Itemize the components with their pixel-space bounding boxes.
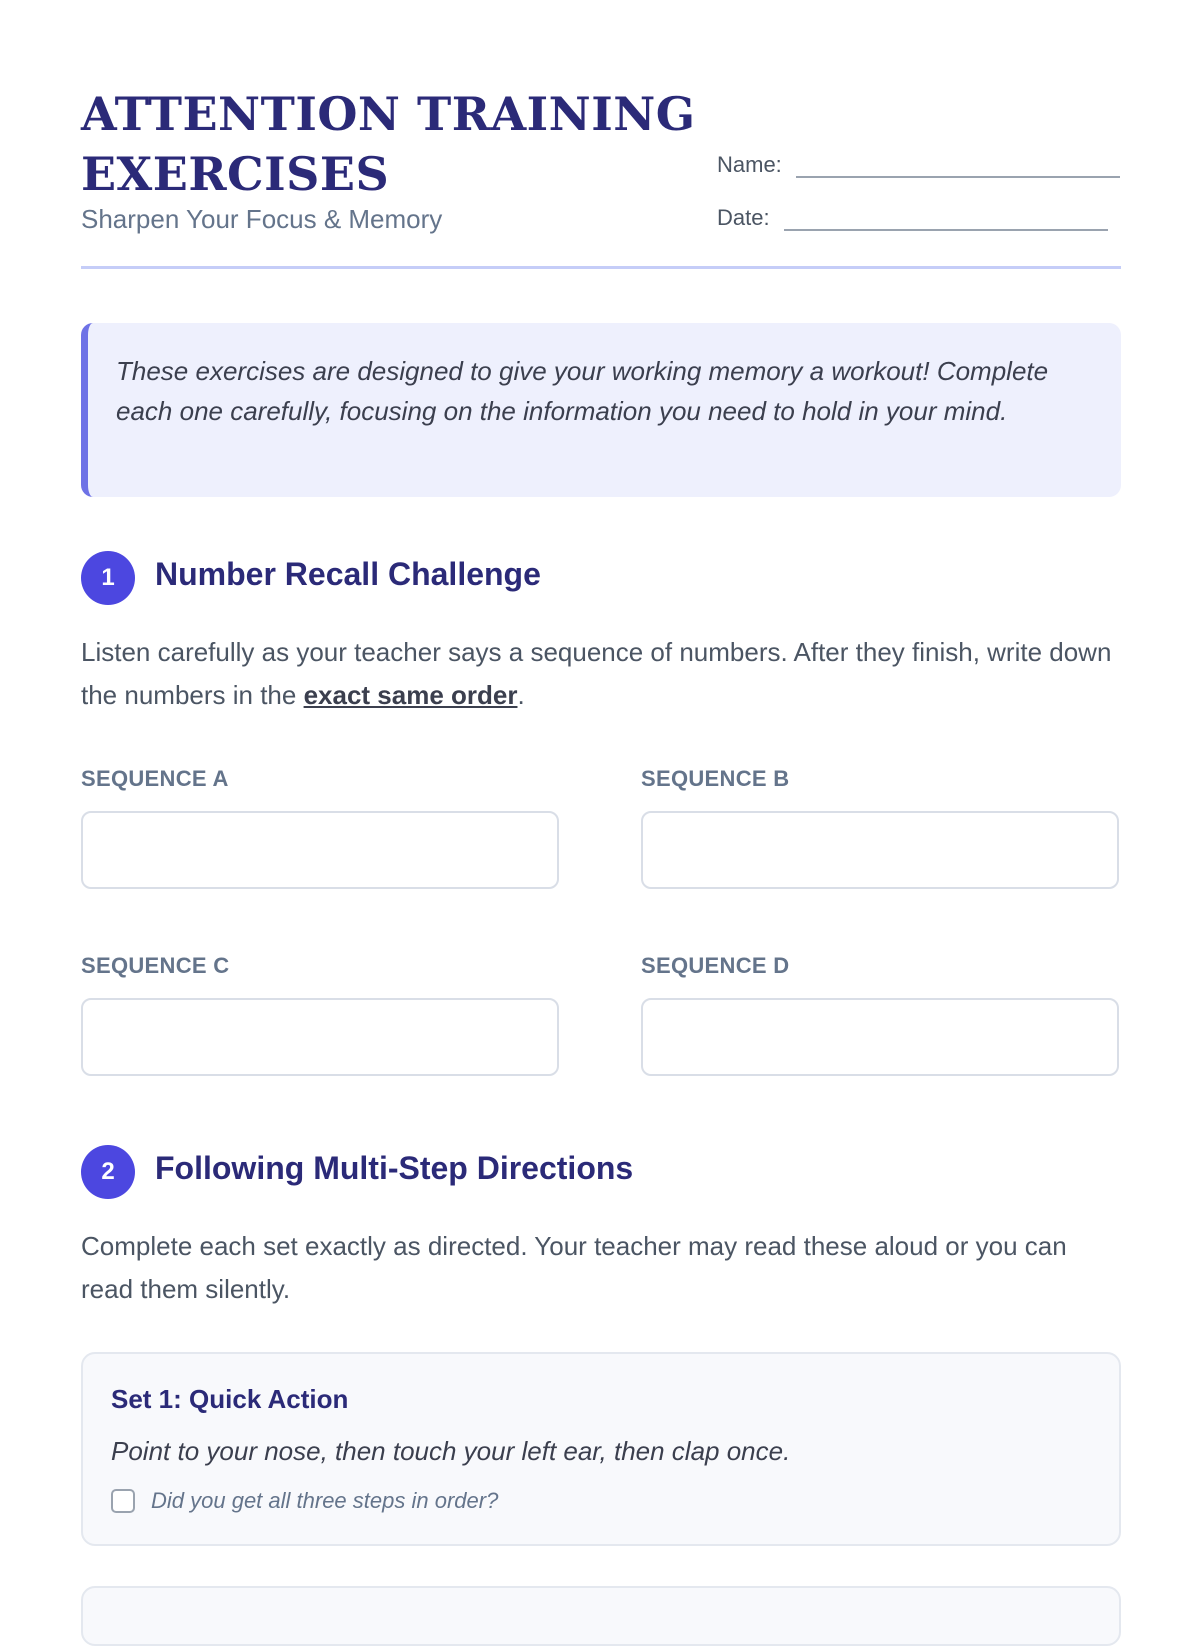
set-title: Set 1: Quick Action <box>111 1384 349 1414</box>
worksheet-subtitle: Sharpen Your Focus & Memory <box>81 204 443 234</box>
section-1-number-badge: 1 <box>81 551 135 605</box>
section-2-description: Complete each set exactly as directed. Your teacher may read these aloud or you can read them silently. <box>81 1231 1067 1304</box>
date-field <box>717 205 1108 231</box>
name-label: Name: <box>717 152 782 177</box>
sequence-d-label: SEQUENCE D <box>641 953 790 978</box>
section-1-desc-emphasis: exact same order <box>303 680 518 710</box>
section-2-title: Following Multi-Step Directions <box>155 1150 634 1186</box>
date-line[interactable] <box>784 209 1108 231</box>
sequence-c-input[interactable] <box>81 998 559 1076</box>
section-1-description <box>81 631 1121 717</box>
direction-set-card-next <box>81 1586 1121 1646</box>
sequence-b-label: SEQUENCE B <box>641 766 790 791</box>
section-2-number-badge: 2 <box>81 1145 135 1199</box>
sequence-b-input[interactable] <box>641 811 1119 889</box>
sequence-d-input[interactable] <box>641 998 1119 1076</box>
sequence-a-input[interactable] <box>81 811 559 889</box>
intro-callout: These exercises are designed to give your working memory a workout! Complete each one carefully, focusing on the information you need to hold in your mind. <box>81 323 1121 497</box>
set-checkbox[interactable] <box>111 1489 135 1513</box>
section-1-title: Number Recall Challenge <box>155 556 541 592</box>
name-line[interactable] <box>796 156 1120 178</box>
set-instructions: Point to your nose, then touch your left ear, then clap once. <box>111 1436 791 1466</box>
sequence-c-label: SEQUENCE C <box>81 953 230 978</box>
name-field <box>717 152 1120 178</box>
sequence-a-label: SEQUENCE A <box>81 766 229 791</box>
header-divider <box>81 266 1121 269</box>
worksheet-title: ATTENTION TRAINING EXERCISES <box>81 87 696 201</box>
date-label: Date: <box>717 205 770 230</box>
section-1-desc-text: Listen carefully as your teacher says a sequence of numbers. After they finish, write down the numbers in the <box>81 637 1112 710</box>
section-1-desc-end: . <box>517 680 525 710</box>
set-check-label: Did you get all three steps in order? <box>151 1488 499 1513</box>
direction-set-card <box>81 1352 1121 1546</box>
set-check-row[interactable] <box>111 1488 498 1514</box>
